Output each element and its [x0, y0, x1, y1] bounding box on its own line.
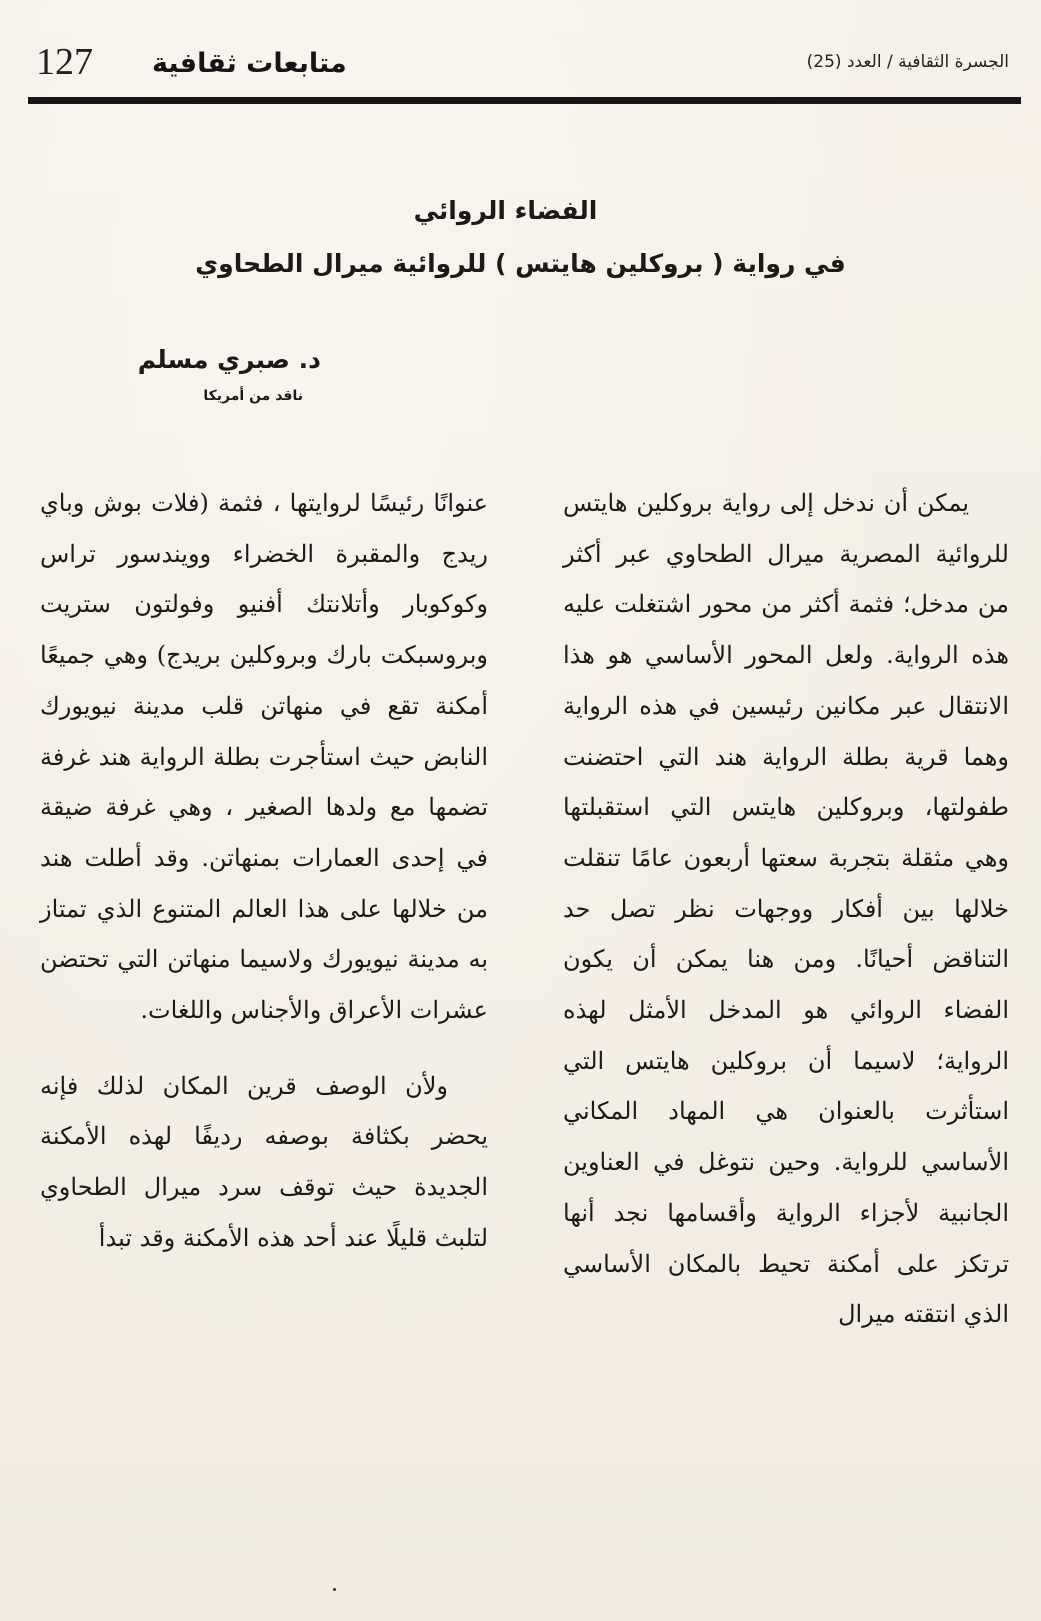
running-head: الجسرة الثقافية / العدد (25) [806, 52, 1009, 72]
page-header [28, 38, 1017, 88]
section-title: متابعات ثقافية [152, 48, 347, 79]
author-block [138, 345, 321, 404]
author-name: د. صبري مسلم [137, 345, 321, 374]
author-affiliation: ناقد من أمريكا [203, 388, 303, 404]
body-paragraph: ولأن الوصف قرين المكان لذلك فإنه يحضر بكثافة بوصفه رديفًا لهذه الأمكنة الجديدة حيث توقف سرد ميرال الطحاوي لتلبث قليلًا عند أحد هذه الأمكنة وقد تبدأ [40, 1071, 488, 1252]
body-paragraph: عنوانًا رئيسًا لروايتها ، فثمة (فلات بوش وباي ريدج والمقبرة الخضراء وويندسور تراس وكوكوبار وأتلانتك أفنيو وفولتون ستريت وبروسبكت بارك وبروكلين بريدج) وهي جميعًا أمكنة تقع في منهاتن قلب مدينة نيويورك النابض حيث استأجرت بطلة الرواية هند غرفة تضمها مع ولدها الصغير ، وهي غرفة ضيقة في إحدى العمارات بمنهاتن. وقد أطلت هند من خلالها على هذا العالم المتنوع الذي تمتاز به مدينة نيويورك ولاسيما منهاتن التي تحتضن عشرات الأعراق والأجناس واللغات. [40, 489, 488, 1025]
page-number: 127 [36, 41, 93, 83]
header-rule [28, 97, 1021, 104]
body-column-right [563, 478, 1009, 1340]
article-title [0, 196, 1041, 278]
body-column-left [40, 478, 488, 1264]
article-title-line-2: في رواية ( بروكلين هايتس ) للروائية ميرال الطحاوي [195, 249, 846, 278]
print-mark [333, 1588, 336, 1591]
body-paragraph: يمكن أن ندخل إلى رواية بروكلين هايتس للروائية المصرية ميرال الطحاوي عبر أكثر من مدخل؛ فثمة أكثر من محور اشتغلت عليه هذه الرواية. ولعل المحور الأساسي هو هذا الانتقال عبر مكانين رئيسين في هذه الرواية وهما قرية بطلة الرواية هند التي احتضنت طفولتها، وبروكلين هايتس التي استقبلتها وهي مثقلة بتجربة سعتها أربعون عامًا تنقلت خلالها بين أفكار ووجهات نظر تصل حد التناقض أحيانًا. ومن هنا يمكن أن يكون الفضاء الروائي هو المدخل الأمثل لهذه الرواية؛ لاسيما أن بروكلين هايتس التي استأثرت بالعنوان هي المهاد المكاني الأساسي للرواية. وحين نتوغل في العناوين الجانبية لأجزاء الرواية وأقسامها نجد أنها ترتكز على أمكنة تحيط بالمكان الأساسي الذي انتقته ميرال [563, 489, 1009, 1329]
article-title-line-1: الفضاء الروائي [413, 196, 598, 225]
